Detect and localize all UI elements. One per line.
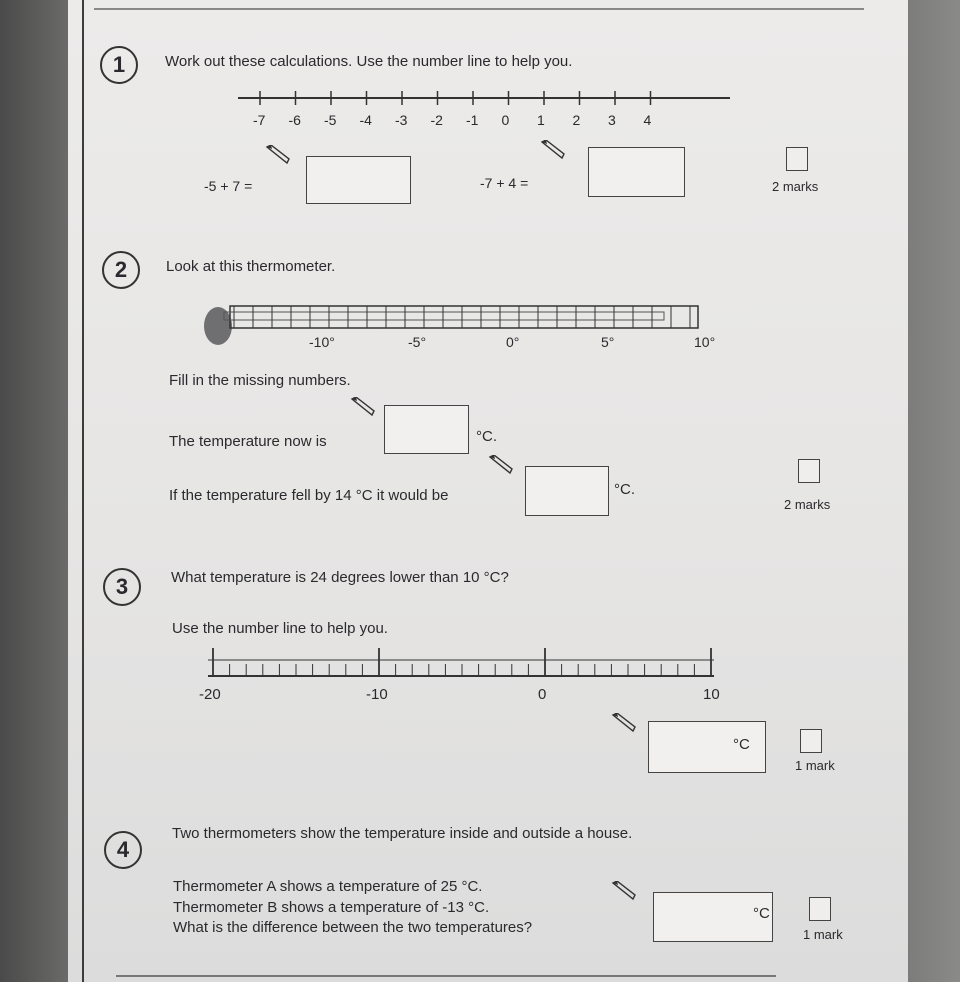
thermometer-scale-label: -10° [309, 334, 335, 350]
pencil-icon [540, 140, 566, 160]
calc-a-answer-box[interactable] [306, 156, 411, 204]
q3-unit: °C [733, 736, 750, 753]
thermometer-bulb [204, 307, 232, 345]
worksheet-page [68, 0, 908, 982]
number-line-3-tick-label: 10 [703, 686, 720, 703]
number-line-1-tick-label: -3 [395, 112, 408, 128]
marks-box-q2[interactable] [798, 459, 820, 483]
q3-instruction: Use the number line to help you. [172, 620, 388, 637]
temperature-fell-answer-box[interactable] [525, 466, 609, 516]
q2-unit2: °C. [614, 481, 635, 498]
number-line-1-tick-label: 4 [643, 112, 652, 128]
margin-line [82, 0, 84, 982]
background-left [0, 0, 70, 982]
thermometer-tube [230, 306, 698, 328]
number-line-3 [208, 646, 728, 686]
calc-a-label: -5 + 7 = [204, 178, 253, 194]
number-line-1-tick-label: -6 [288, 112, 301, 128]
q4-line1: Thermometer A shows a temperature of 25 °C. [173, 878, 483, 895]
marks-label-q1: 2 marks [772, 179, 819, 194]
thermometer-scale-label: 0° [506, 334, 520, 350]
q2-unit1: °C. [476, 428, 497, 445]
question-2-prompt: Look at this thermometer. [166, 258, 336, 275]
question-2-number: 2 [102, 251, 140, 289]
thermometer-liquid [224, 312, 664, 320]
question-1-number: 1 [100, 46, 138, 84]
calc-b-label: -7 + 4 = [480, 175, 529, 191]
top-rule [94, 8, 864, 10]
temperature-now-answer-box[interactable] [384, 405, 469, 454]
number-line-3-tick-label: -20 [199, 686, 221, 703]
q4-unit: °C [753, 905, 770, 922]
number-line-1-tick-label: -7 [253, 112, 266, 128]
number-line-1-tick-label: 1 [537, 112, 545, 128]
marks-box-q1[interactable] [786, 147, 808, 171]
q2-instruction: Fill in the missing numbers. [169, 372, 351, 389]
thermometer-scale-label: 10° [694, 334, 716, 350]
pencil-icon [611, 881, 637, 901]
pencil-icon [488, 455, 514, 475]
question-3-prompt: What temperature is 24 degrees lower than 10 °C? [171, 569, 509, 586]
question-3-number: 3 [103, 568, 141, 606]
background-right [900, 0, 960, 982]
pencil-icon [350, 397, 376, 417]
thermometer [204, 302, 724, 352]
question-4-prompt: Two thermometers show the temperature inside and outside a house. [172, 825, 633, 842]
marks-label-q2: 2 marks [784, 497, 831, 512]
number-line-1-tick-label: -4 [359, 112, 372, 128]
marks-box-q4[interactable] [809, 897, 831, 921]
q2-line2: If the temperature fell by 14 °C it would be [169, 487, 449, 504]
calc-b-answer-box[interactable] [588, 147, 685, 197]
thermometer-scale-label: 5° [601, 334, 615, 350]
pencil-icon [265, 145, 291, 165]
number-line-1-tick-label: -2 [430, 112, 443, 128]
q4-line2: Thermometer B shows a temperature of -13 °C. [173, 899, 490, 916]
question-1-prompt: Work out these calculations. Use the number line to help you. [165, 53, 573, 70]
pencil-icon [611, 713, 637, 733]
number-line-1-tick-label: 2 [572, 112, 581, 128]
marks-box-q3[interactable] [800, 729, 822, 753]
thermometer-scale-label: -5° [408, 334, 427, 350]
number-line-1-tick-label: -5 [324, 112, 337, 128]
q4-line3: What is the difference between the two temperatures? [173, 919, 533, 936]
question-4-number: 4 [104, 831, 142, 869]
number-line-1-tick-label: -1 [466, 112, 479, 128]
number-line-3-tick-label: -10 [366, 686, 388, 703]
number-line-1-tick-label: 0 [501, 112, 510, 128]
number-line-1-tick-label: 3 [608, 112, 616, 128]
q2-line1: The temperature now is [169, 433, 327, 450]
number-line-3-tick-label: 0 [538, 686, 547, 703]
number-line-1 [238, 88, 738, 108]
marks-label-q3: 1 mark [795, 758, 835, 773]
bottom-rule [116, 975, 776, 977]
marks-label-q4: 1 mark [803, 927, 843, 942]
